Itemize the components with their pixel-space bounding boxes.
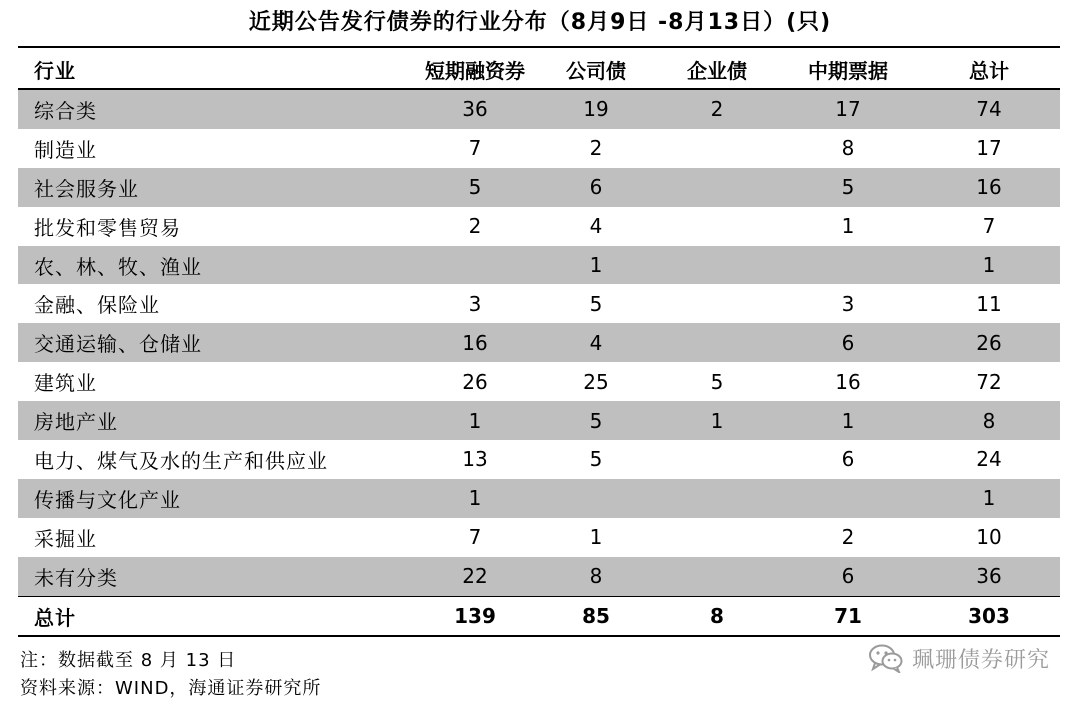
header-row [18,50,1060,89]
row-industry: 未有分类 [18,557,414,596]
row-industry: 交通运输、仓储业 [18,323,414,362]
row-cell: 1 [841,214,855,239]
row-cell: 5 [589,447,603,472]
row-industry: 电力、煤气及水的生产和供应业 [34,448,328,473]
row-cell: 8 [841,136,855,161]
top-rule [18,46,1060,48]
row-cell: 6 [778,557,918,596]
row-industry: 金融、保险业 [34,293,160,318]
total-label: 总计 [18,596,414,636]
row-industry: 农、林、牧、渔业 [18,246,414,285]
row-cell: 4 [536,323,656,362]
row-cell [656,168,778,207]
table-row [18,362,1060,401]
row-industry: 批发和零售贸易 [34,215,181,240]
row-cell: 8 [918,401,1060,440]
row-cell: 72 [976,369,1002,394]
row-cell [778,479,918,518]
row-industry: 制造业 [34,137,97,162]
row-cell: 25 [583,369,609,394]
row-cell [414,246,536,285]
header-mtn: 中期票据 [778,50,918,89]
row-cell [656,323,778,362]
header-total: 总计 [918,50,1060,89]
row-cell: 16 [918,168,1060,207]
row-cell [536,479,656,518]
row-cell: 1 [918,246,1060,285]
wechat-icon [868,643,904,673]
row-cell: 2 [468,214,482,239]
row-cell: 1 [414,401,536,440]
row-cell: 1 [414,479,536,518]
row-cell [656,207,778,246]
header-industry: 行业 [18,50,414,89]
table-row [18,518,1060,557]
row-industry: 建筑业 [34,371,97,396]
header-enterprise-bonds: 企业债 [656,50,778,89]
row-cell: 19 [536,89,656,129]
row-cell [656,479,778,518]
total-row [18,596,1060,636]
row-cell: 5 [589,291,603,316]
row-cell [656,440,778,479]
table-row [18,246,1060,285]
row-cell: 36 [414,89,536,129]
row-cell [656,518,778,557]
row-cell: 26 [918,323,1060,362]
row-cell: 16 [414,323,536,362]
row-cell: 1 [589,525,603,550]
table-row [18,401,1060,440]
row-cell: 5 [536,401,656,440]
row-cell: 6 [536,168,656,207]
row-cell: 2 [589,136,603,161]
row-cell [656,284,778,323]
row-cell: 11 [976,291,1002,316]
table-row [18,129,1060,168]
industry-table [18,50,1060,637]
row-industry: 综合类 [18,89,414,129]
table-row [18,89,1060,129]
row-industry: 社会服务业 [18,168,414,207]
row-cell: 3 [841,291,855,316]
row-cell: 1 [918,479,1060,518]
row-cell: 1 [778,401,918,440]
table-row [18,323,1060,362]
row-cell [656,557,778,596]
row-cell [778,246,918,285]
row-cell: 10 [976,525,1002,550]
table-row [18,168,1060,207]
watermark [868,640,1050,676]
header-short-term-bills: 短期融资券 [414,50,536,89]
row-cell: 74 [918,89,1060,129]
row-cell: 26 [462,369,488,394]
row-cell: 13 [462,447,488,472]
total-cell: 8 [656,596,778,636]
table-row [18,557,1060,596]
total-cell: 71 [778,596,918,636]
table-title: 近期公告发行债券的行业分布（8月9日 -8月13日）(只) [248,10,832,35]
row-cell: 3 [468,291,482,316]
row-cell: 7 [982,214,996,239]
table-row [18,207,1060,246]
header-corporate-bonds: 公司债 [536,50,656,89]
row-cell [656,246,778,285]
row-cell: 22 [414,557,536,596]
row-cell: 4 [589,214,603,239]
row-cell: 5 [710,369,724,394]
table-row [18,440,1060,479]
total-cell: 303 [918,596,1060,636]
row-cell: 5 [414,168,536,207]
row-cell: 1 [536,246,656,285]
row-cell: 6 [778,323,918,362]
row-cell: 1 [656,401,778,440]
row-cell: 6 [841,447,855,472]
row-cell: 5 [778,168,918,207]
row-cell: 16 [835,369,861,394]
row-cell: 2 [841,525,855,550]
table-row [18,479,1060,518]
row-cell: 7 [468,136,482,161]
row-cell: 7 [468,525,482,550]
row-cell: 36 [918,557,1060,596]
row-cell: 2 [656,89,778,129]
source-note: 资料来源：WIND，海通证券研究所 [20,678,322,699]
row-industry: 房地产业 [18,401,414,440]
row-cell [656,129,778,168]
watermark-text: 珮珊债券研究 [911,647,1050,673]
footnote: 注：数据截至 8 月 13 日 [20,650,237,671]
row-cell: 24 [976,447,1002,472]
row-industry: 传播与文化产业 [18,479,414,518]
table-row [18,284,1060,323]
row-cell: 8 [536,557,656,596]
total-cell: 139 [414,596,536,636]
row-industry: 采掘业 [34,526,97,551]
total-cell: 85 [536,596,656,636]
row-cell: 17 [778,89,918,129]
row-cell: 17 [976,136,1002,161]
